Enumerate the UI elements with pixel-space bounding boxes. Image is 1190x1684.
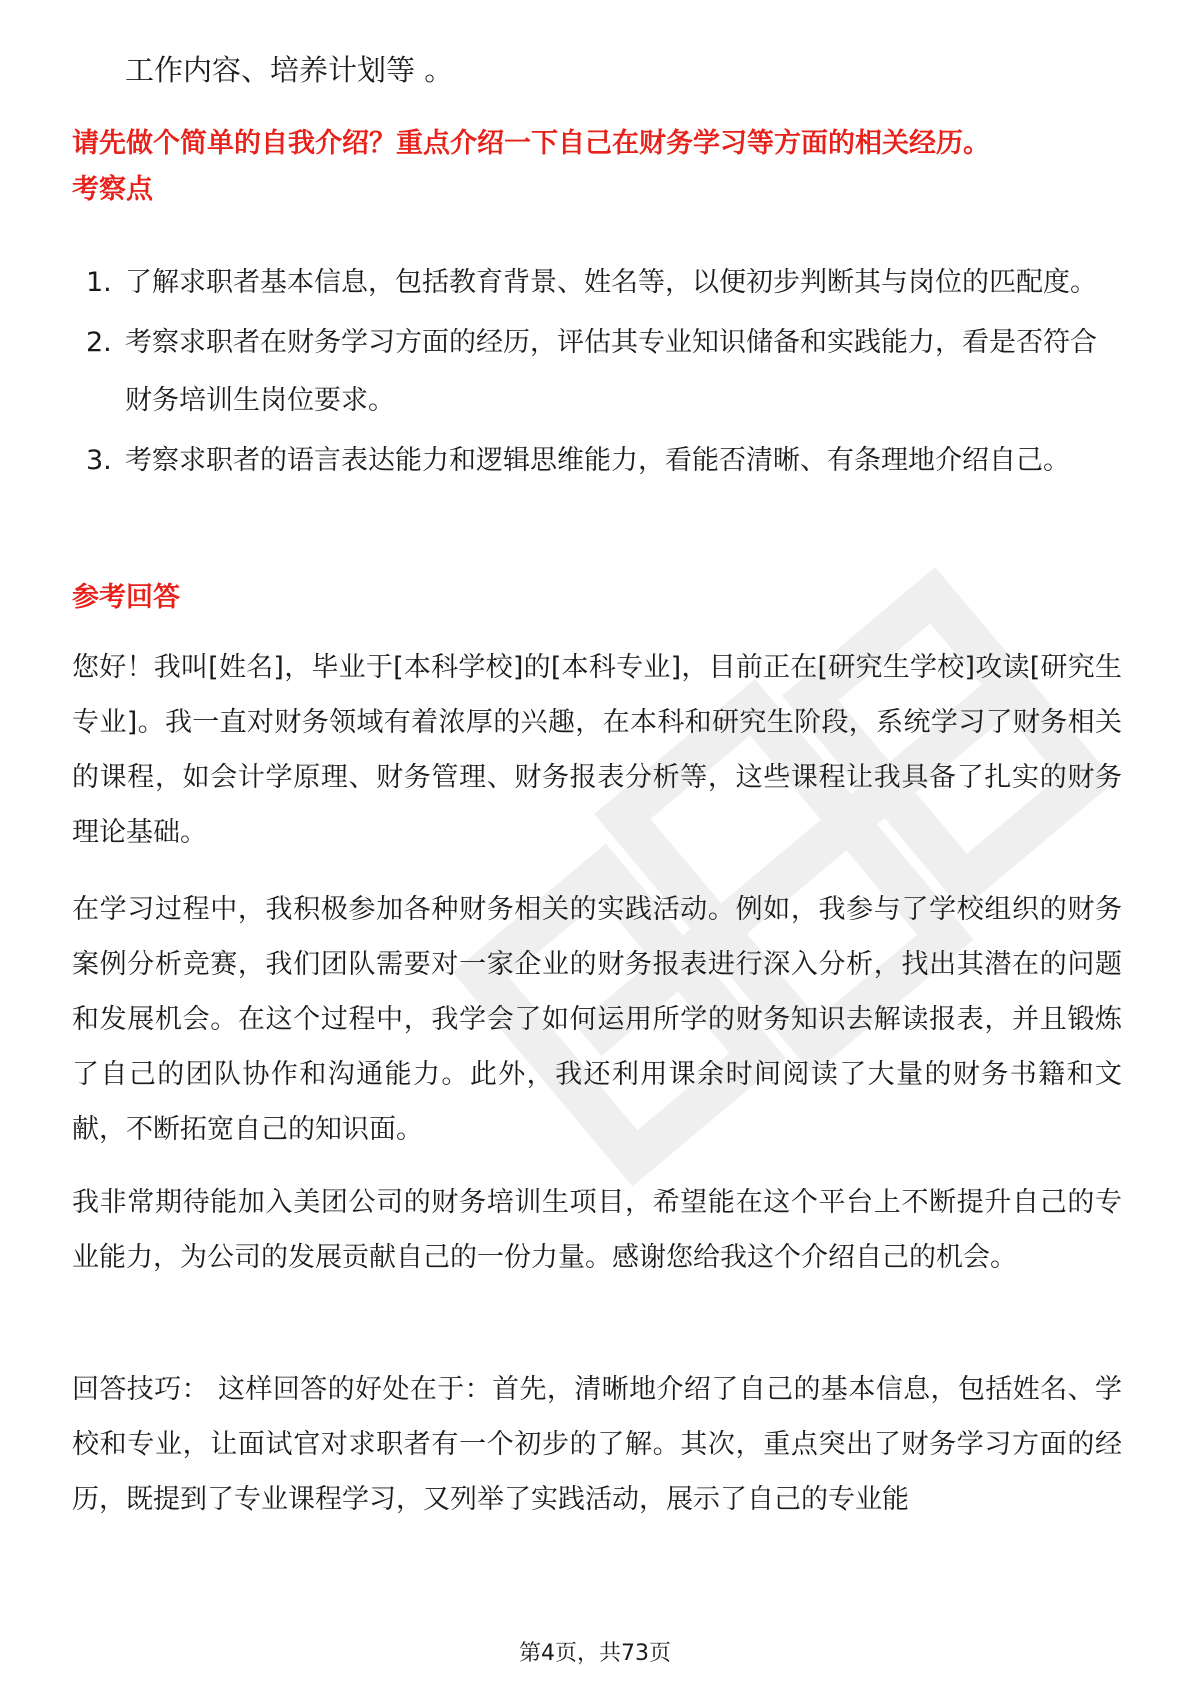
list-item-number: 3. (86, 445, 112, 476)
list-item (72, 314, 1122, 430)
continuation-text: 工作内容、培养计划等 。 (125, 53, 454, 87)
answer-tips-paragraph: 回答技巧： 这样回答的好处在于：首先，清晰地介绍了自己的基本信息，包括姓名、学校和专业，让面试官对求职者有一个初步的了解。其次，重点突出了财务学习方面的经历，既提到了专业课程学习，又列举了实践活动，展示了自己的专业能 (72, 1374, 1122, 1515)
answer-title: 参考回答 (72, 582, 180, 613)
answer-paragraph: 我非常期待能加入美团公司的财务培训生项目，希望能在这个平台上不断提升自己的专业能力，为公司的发展贡献自己的一份力量。感谢您给我这个介绍自己的机会。 (72, 1187, 1122, 1273)
interview-question: 请先做个简单的自我介绍？重点介绍一下自己在财务学习等方面的相关经历。 (72, 128, 990, 159)
answer-paragraph: 您好！我叫[姓名]，毕业于[本科学校]的[本科专业]，目前正在[研究生学校]攻读[研究生专业]。我一直对财务领域有着浓厚的兴趣，在本科和研究生阶段，系统学习了财务相关的课程，如会计学原理、财务管理、财务报表分析等，这些课程让我具备了扎实的财务理论基础。 (72, 652, 1122, 848)
answer-paragraph: 在学习过程中，我积极参加各种财务相关的实践活动。例如，我参与了学校组织的财务案例分析竞赛，我们团队需要对一家企业的财务报表进行深入分析，找出其潜在的问题和发展机会。在这个过程中，我学会了如何运用所学的财务知识去解读报表，并且锻炼了自己的团队协作和沟通能力。此外，我还利用课余时间阅读了大量的财务书籍和文献，不断拓宽自己的知识面。 (72, 894, 1122, 1145)
assessment-list (72, 254, 1122, 490)
list-item-text: 考察求职者在财务学习方面的经历，评估其专业知识储备和实践能力，看是否符合财务培训生岗位要求。 (125, 327, 1097, 416)
page-number: 第4页，共73页 (519, 1641, 671, 1666)
list-item (72, 432, 1122, 490)
list-item (72, 254, 1122, 312)
list-item-number: 2. (86, 327, 112, 358)
list-item-number: 1. (86, 267, 112, 298)
list-item-text: 了解求职者基本信息，包括教育背景、姓名等，以便初步判断其与岗位的匹配度。 (125, 267, 1097, 298)
list-item-text: 考察求职者的语言表达能力和逻辑思维能力，看能否清晰、有条理地介绍自己。 (125, 445, 1070, 476)
assessment-title: 考察点 (72, 174, 153, 205)
